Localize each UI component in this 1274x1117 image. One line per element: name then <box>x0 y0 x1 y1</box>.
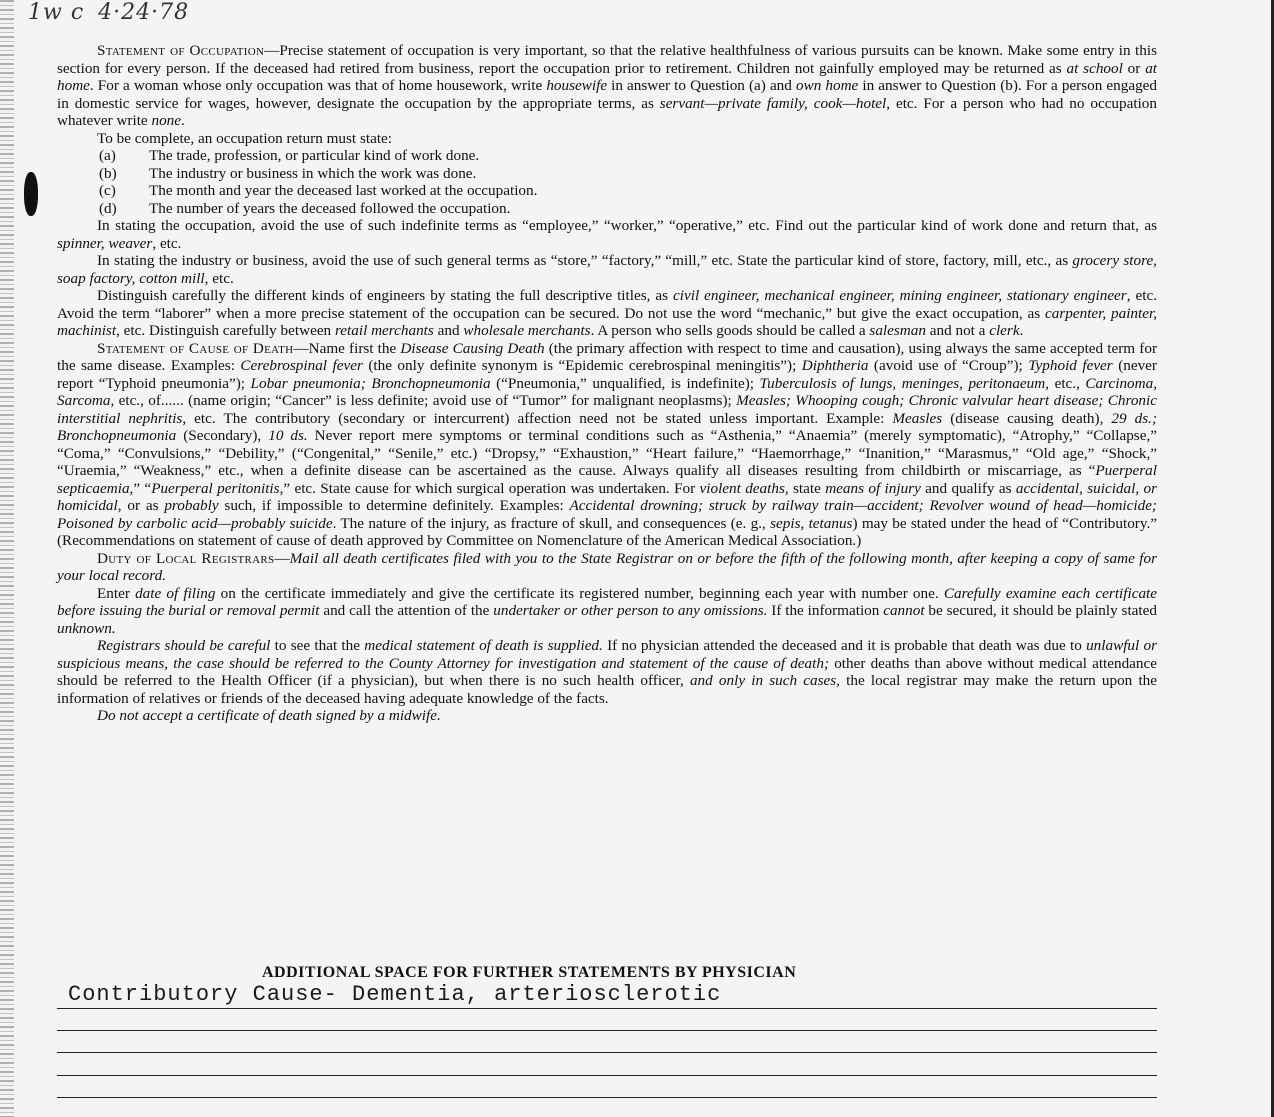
handwritten-note-date: 4·24·78 <box>98 0 190 25</box>
scan-left-edge <box>0 0 14 1117</box>
occupation-heading: Statement of Occupation <box>97 42 265 59</box>
form-line <box>57 1097 1157 1098</box>
occupation-paragraph: Statement of Occupation—Precise statement of occupation is very important, so that the relative healthfulness of various pursuits can be known. Make some entry in this section for every person. If the deceased had retired from business, report the occupation prior to retirement. Children not gainfully employed may be returned as at school or at home. For a woman whose only occupation was that of home housework, write housewife in answer to Question (a) and own home in answer to Question (b). For a person engaged in domestic service for wages, however, designate the occupation by the appropriate terms, as servant—private family, cook—hotel, etc. For a person who had no occupation whatever write none. <box>57 42 1158 129</box>
instructions-text <box>57 42 1157 725</box>
list-item: (b) The industry or business in which the work was done. <box>99 164 477 182</box>
duty-paragraph: Duty of Local Registrars—Mail all death certificates filed with you to the State Registrar on or before the fifth of the following month, after keeping a copy of same for your local record. <box>57 549 1157 584</box>
midwife-notice: Do not accept a certificate of death signed by a midwife. <box>97 707 441 724</box>
occupation-terms-paragraph: In stating the occupation, avoid the use of such indefinite terms as “employee,” “worker,” “operative,” etc. Find out the particular kind of work done and return that, as spinner, weaver, etc. <box>57 217 1157 252</box>
handwritten-note <box>28 0 189 25</box>
form-line <box>57 1052 1157 1053</box>
cause-of-death-paragraph: Statement of Cause of Death—Name first the Disease Causing Death (the primary affection with respect to time and causation), using always the same accepted term for the same disease. Examples: Cerebrospinal fever (the only definite synonym is “Epidemic cerebrospinal meningitis”); Diphtheria (avoid use of “Croup”); Typhoid fever (never report “Typhoid pneumonia”); Lobar pneumonia; Bronchopneumonia (“Pneumonia,” unqualified, is indefinite); Tuberculosis of lungs, meninges, peritonaeum, etc., Carcinoma, Sarcoma, etc., of...... (name origin; “Cancer” is less definite; avoid use of “Tumor” for malignant neoplasms); Measles; Whooping cough; Chronic valvular heart disease; Chronic interstitial nephritis, etc. The contributory (secondary or intercurrent) affection need not be stated unless important. Example: Measles (disease causing death), 29 ds.; Bronchopneumonia (Secondary), 10 ds. Never report mere symptoms or terminal conditions such as “Asthenia,” “Anaemia” (merely symptomatic), “Atrophy,” “Collapse,” “Coma,” “Convulsions,” “Debility,” (“Congenital,” “Senile,” etc.) “Dropsy,” “Exhaustion,” “Heart failure,” “Haemorrhage,” “Inanition,” “Marasmus,” “Old age,” “Shock,” “Uraemia,” “Weakness,” etc., when a definite disease can be ascertained as the cause. Always qualify all diseases resulting from childbirth or miscarriage, as “Puerperal septicaemia,” “Puerperal peritonitis,” etc. State cause for which surgical operation was undertaken. For violent deaths, state means of injury and qualify as accidental, suicidal, or homicidal, or as probably such, if impossible to determine definitely. Examples: Accidental drowning; struck by railway train—accident; Revolver wound of head—homicide; Poisoned by carbolic acid—probably suicide. The nature of the injury, as fracture of skull, and consequences (e. g., sepis, tetanus) may be stated under the head of “Contributory.” (Recommendations on statement of cause of death approved by Committee on Nomenclature of the American Medical Association.) <box>57 339 1158 549</box>
engineers-paragraph: Distinguish carefully the different kinds of engineers by stating the full descriptive titles, as civil engineer, mechanical engineer, mining engineer, stationary engineer, etc. Avoid the term “laborer” when a more precise statement of the occupation can be secured. Do not use the word “mechanic,” but give the exact occupation, as carpenter, painter, machinist, etc. Distinguish carefully between retail merchants and wholesale merchants. A person who sells goods should be called a salesman and not a clerk. <box>57 287 1157 339</box>
industry-paragraph: In stating the industry or business, avoid the use of such general terms as “store,” “factory,” “mill,” etc. State the particular kind of store, factory, mill, etc., as grocery store, soap factory, cotton mill, etc. <box>57 252 1157 287</box>
complete-statement: To be complete, an occupation return must state: <box>97 129 392 147</box>
cause-of-death-heading: Statement of Cause of Death <box>97 339 294 357</box>
filing-paragraph: Enter date of filing on the certificate immediately and give the certificate its registered number, beginning each year with number one. Carefully examine each certificate before issuing the burial or removal permit and call the attention of the undertaker or other person to any omissions. If the information cannot be secured, it should be plainly stated unknown. <box>57 584 1157 637</box>
list-item: (d) The number of years the deceased followed the occupation. <box>99 199 511 217</box>
duty-heading: Duty of Local Registrars <box>97 549 275 567</box>
registrars-paragraph: Registrars should be careful to see that the medical statement of death is supplied. If no physician attended the deceased and it is probable that death was due to unlawful or suspicious means, the case should be referred to the County Attorney for investigation and statement of the cause of death; other deaths than above without medical attendance should be referred to the Health Officer (if a physician), but when there is no such health officer, and only in such cases, the local registrar may make the return upon the information of relatives or friends of the deceased having adequate knowledge of the facts. <box>57 637 1158 707</box>
list-item: (a) The trade, profession, or particular kind of work done. <box>99 147 480 164</box>
handwritten-note-part1: 1w c <box>28 0 85 25</box>
form-line <box>57 1008 1157 1009</box>
form-line <box>57 1030 1157 1031</box>
occupation-requirements-list <box>99 147 1157 217</box>
typed-contributory-cause: Contributory Cause- Dementia, arteriosclerotic <box>68 982 722 1007</box>
ink-blot <box>24 172 38 216</box>
form-line <box>57 1075 1157 1076</box>
list-item: (c) The month and year the deceased last worked at the occupation. <box>99 182 538 199</box>
additional-space-title: ADDITIONAL SPACE FOR FURTHER STATEMENTS BY PHYSICIAN <box>262 964 797 981</box>
